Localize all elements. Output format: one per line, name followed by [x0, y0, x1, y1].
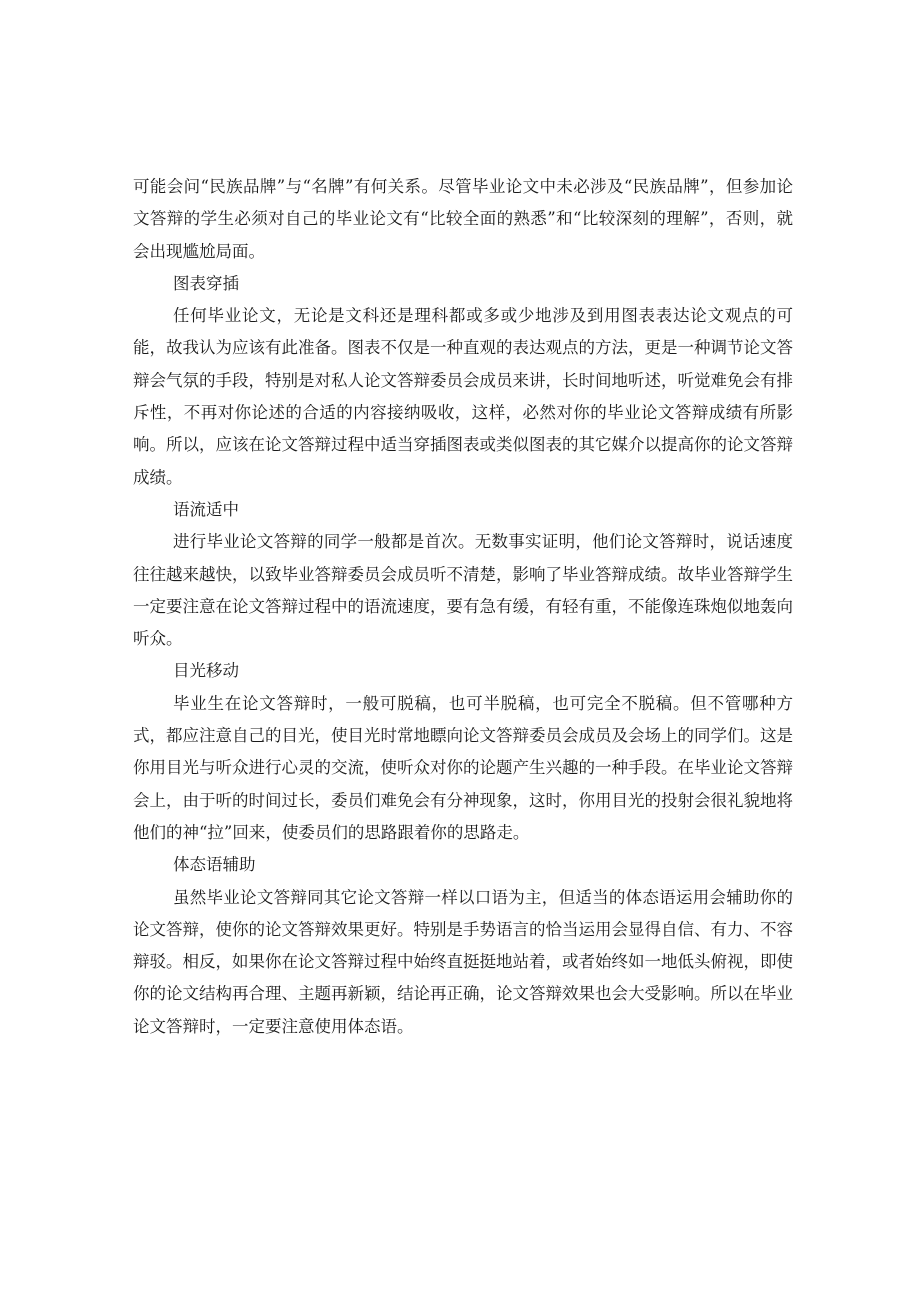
- section-heading-eye-contact: 目光移动: [173, 661, 239, 681]
- paragraph: 可能会问“民族品牌”与“名牌”有何关系。尽管毕业论文中未必涉及“民族品牌”，但参加论文答辩的学生必须对自己的毕业论文有“比较全面的熟悉”和“比较深刻的理解”，否则，就会出现尴尬局面。: [133, 177, 793, 261]
- section-heading-charts: 图表穿插: [173, 273, 239, 293]
- paragraph: 进行毕业论文答辩的同学一般都是首次。无数事实证明，他们论文答辩时，说话速度往往越来越快，以致毕业答辩委员会成员听不清楚，影响了毕业答辩成绩。故毕业答辩学生一定要注意在论文答辩过程中的语流速度，要有急有缓，有轻有重，不能像连珠炮似地轰向听众。: [133, 532, 793, 649]
- section-heading-body-language: 体态语辅助: [173, 855, 256, 875]
- paragraph: 任何毕业论文，无论是文科还是理科都或多或少地涉及到用图表表达论文观点的可能，故我认为应该有此准备。图表不仅是一种直观的表达观点的方法，更是一种调节论文答辩会气氛的手段，特别是对私人论文答辩委员会成员来讲，长时间地听述，听觉难免会有排斥性，不再对你论述的合适的内容接纳吸收，这样，必然对你的毕业论文答辩成绩有所影响。所以，应该在论文答辩过程中适当穿插图表或类似图表的其它媒介以提高你的论文答辩成绩。: [133, 306, 793, 487]
- section-heading-speech-pace: 语流适中: [173, 499, 239, 519]
- paragraph: 毕业生在论文答辩时，一般可脱稿，也可半脱稿，也可完全不脱稿。但不管哪种方式，都应注意自己的目光，使目光时常地瞟向论文答辩委员会成员及会场上的同学们。这是你用目光与听众进行心灵的交流，使听众对你的论题产生兴趣的一种手段。在毕业论文答辩会上，由于听的时间过长，委员们难免会有分神现象，这时，你用目光的投射会很礼貌地将他们的神“拉”回来，使委员们的思路跟着你的思路走。: [133, 693, 793, 842]
- paragraph: 虽然毕业论文答辩同其它论文答辩一样以口语为主，但适当的体态语运用会辅助你的论文答辩，使你的论文答辩效果更好。特别是手势语言的恰当运用会显得自信、有力、不容辩驳。相反，如果你在论文答辩过程中始终直挺挺地站着，或者始终如一地低头俯视，即使你的论文结构再合理、主题再新颖，结论再正确，论文答辩效果也会大受影响。所以在毕业论文答辩时，一定要注意使用体态语。: [133, 887, 793, 1036]
- document-body: [133, 171, 793, 1043]
